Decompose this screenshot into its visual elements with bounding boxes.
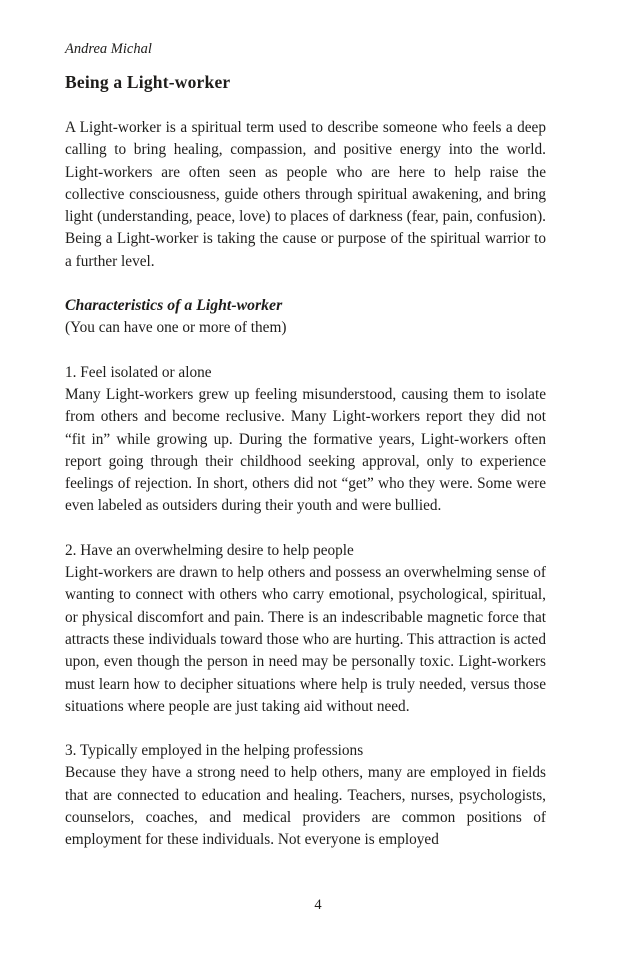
characteristics-note: (You can have one or more of them) [65,319,287,337]
section-body-1: Many Light-workers grew up feeling misunderstood, causing them to isolate from others and become reclusive. Many Light-workers report they did not “fit in” while growing up. During the formative years, Light-workers often report going through their childhood seeking approval, only to experience feelings of rejection. In short, others did not “get” who they were. Some were even labeled as outsiders during their youth and were bullied. [65,385,546,515]
section-heading-3: 3. Typically employed in the helping professions [65,742,364,760]
running-header-author: Andrea Michal [65,41,152,57]
characteristics-subheading: Characteristics of a Light-worker [65,297,283,315]
section-heading-2: 2. Have an overwhelming desire to help people [65,541,354,559]
section-body-2: Light-workers are drawn to help others and possess an overwhelming sense of wanting to connect with others who carry emotional, psychological, spiritual, or physical discomfort and pain. There is an indescribable magnetic force that attracts these individuals toward those who are hurting. This attraction is acted upon, even though the person in need may be personally toxic. Light-workers must learn how to decipher situations where help is truly needed, versus those situations where people are just taking aid without need. [65,564,546,715]
intro-paragraph: A Light-worker is a spiritual term used to describe someone who feels a deep calling to bring healing, compassion, and positive energy into the world. Light-workers are often seen as people who are here to help raise the collective consciousness, guide others through spiritual awakening, and bring light (understanding, peace, love) to places of darkness (fear, pain, confusion). Being a Light-worker is taking the cause or purpose of the spiritual warrior to a further level. [65,119,546,270]
page-number: 4 [314,897,322,913]
section-body-3: Because they have a strong need to help others, many are employed in fields that are connected to education and healing. Teachers, nurses, psychologists, counselors, coaches, and medical providers are common positions of employment for these individuals. Not everyone is employed [65,764,546,849]
section-feel-isolated [65,362,546,518]
section-heading-1: 1. Feel isolated or alone [65,363,212,381]
section-desire-to-help [65,540,546,718]
chapter-title: Being a Light-worker [65,72,231,92]
characteristics-block [65,295,546,340]
section-helping-professions [65,740,546,851]
